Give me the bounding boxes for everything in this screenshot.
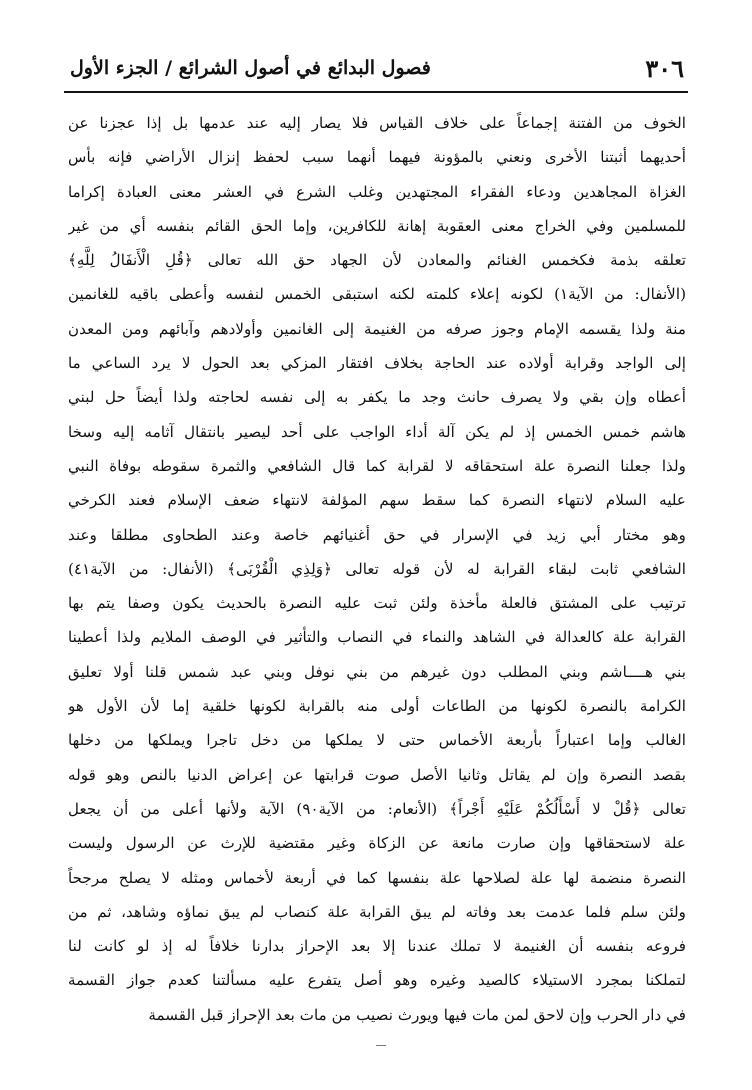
page-header [70, 48, 684, 88]
text-line: الغزاة المجاهدين ودعاء الفقراء المجتهدين وغلب الشرع في العشر معنى العبادة إكراما [68, 182, 686, 201]
text-line: أحديهما أثبتنا الأخرى ونعني بالمؤونة فيهما أنهما سبب لحفظ إنزال الأراضي فإنه بأس [68, 148, 686, 167]
text-line: الكرامة بالنصرة لكونها من الطاعات أولى منه بالقرابة لكونها خلقية إما لأن الأول هو [68, 697, 686, 716]
footer-mark [376, 1045, 386, 1046]
running-title: فصول البدائع في أصول الشرائع / الجزء الأول [70, 57, 431, 79]
text-line: الغالب وإما اعتباراً بأربعة الأخماس حتى لا يملكها من دخل تاجرا ويملكها من دخلها [68, 731, 686, 750]
text-line: عليه السلام لانتهاء النصرة كما سقط سهم المؤلفة لانتهاء ضعف الإسلام فعند الكرخي [68, 491, 686, 510]
text-line: ترتيب على المشتق فالعلة مأخذة ولئن ثبت عليه النصرة بالحديث يكون وصفا يتم بها [68, 594, 686, 613]
text-line: (الأنفال: من الآية١) لكونه إعلاء كلمته لكنه استبقى الخمس لنفسه وأعطى باقيه للغانمين [68, 285, 686, 304]
header-rule [64, 91, 688, 93]
text-line: هاشم خمس الخمس إذ لم يكن آلة أداء الواجب على أحد ليصير بانتقال آثامه إليه وسخا [68, 422, 686, 441]
text-line: بقصد النصرة وإن لم يقاتل وثانيا الأصل صوت قرابتها عن إعراض الدنيا بالنص وهو قوله [68, 765, 686, 784]
page-number: ٣٠٦ [645, 53, 684, 83]
text-line: علة لاستحقاقها وإن صارت مانعة عن الزكاة وغير مقتضية للإرث عن الرسول وليست [68, 834, 686, 853]
text-line: لتملكنا بمجرد الاستيلاء كالصيد وغيره وهو أصل يتفرع عليه مسألتنا كعدم جواز القسمة [68, 971, 686, 990]
text-line: النصرة منضمة لها علة لصلاحها علة بنفسها كما في أربعة لأخماس ومثله لا يصلح مرجحاً [68, 868, 686, 887]
text-line: للمسلمين وفي الخراج معنى العقوبة إهانة للكافرين، وإما الحق القائم بنفسه أي من غير [68, 216, 686, 235]
body-text [68, 106, 686, 1032]
text-line: وهو مختار أبي زيد في الإسرار في حق أغنيائهم خاصة وعند الطحاوى مطلقا وعند [68, 525, 686, 544]
text-line: منة ولذا يقسمه الإمام وجوز صرفه من الغنيمة إلى الغانمين وأولادهم وآبائهم ومن المعدن [68, 319, 686, 338]
text-line: في دار الحرب وإن لاحق لمن مات فيها ويورث نصيب من مات بعد الإحراز قبل القسمة [148, 1005, 686, 1024]
text-line: تعلقه بذمة فكخمس الغنائم والمعادن لأن الجهاد حق الله تعالى ﴿قُلِ الْأَنفَالُ لِلَّهِ﴾ [68, 251, 686, 270]
text-line: القرابة علة كالعدالة في الشاهد والنماء في النصاب والتأثير في الوصف الملايم ولذا أعطينا [68, 628, 686, 647]
text-line: بني هــــاشم وبني المطلب دون غيرهم من بني نوفل وبني عبد شمس قلنا أولا تعليق [68, 662, 686, 681]
text-line: تعالى ﴿قُلْ لا أَسْأَلُكُمْ عَلَيْهِ أَجْراً﴾ (الأنعام: من الآية٩٠) الآية ولأنها أعلى من أن يجعل [68, 799, 686, 818]
text-line: ولذا جعلنا النصرة علة استحقاقه لا لقرابة كما قال الشافعي والثمرة سقوطه بوفاة النبي [68, 456, 686, 475]
text-line: إلى الواجد وقرابة أولاده عند الحاجة بخلاف افتقار المزكي بعد الحول لا يرد الساعي ما [68, 354, 686, 373]
text-line: أعطاه وإن بقي ولا يصرف حانث وجد ما يكفر به إلى نفسه لحاجته ولذا أيضاً حل لبني [68, 388, 686, 407]
text-line: ولئن سلم فلما عدمت بعد وفاته لم يبق القرابة علة كنصاب لم يبق نماؤه وشاهد، ثم من [68, 902, 686, 921]
text-line: الخوف من الفتنة إجماعاً على خلاف القياس فلا يصار إليه عند عدمها بل إذا عجزنا عن [68, 114, 686, 132]
text-line: الشافعي ثابت لبقاء القرابة له لأن قوله تعالى ﴿وَلِذِي الْقُرْبَى﴾ (الأنفال: من الآية٤١) [68, 559, 686, 578]
text-line: فروعه بنفسه أن الغنيمة لا تملك عندنا إلا بعد الإحراز بدارنا خلافاً له إذ لو كانت لنا [68, 937, 686, 956]
